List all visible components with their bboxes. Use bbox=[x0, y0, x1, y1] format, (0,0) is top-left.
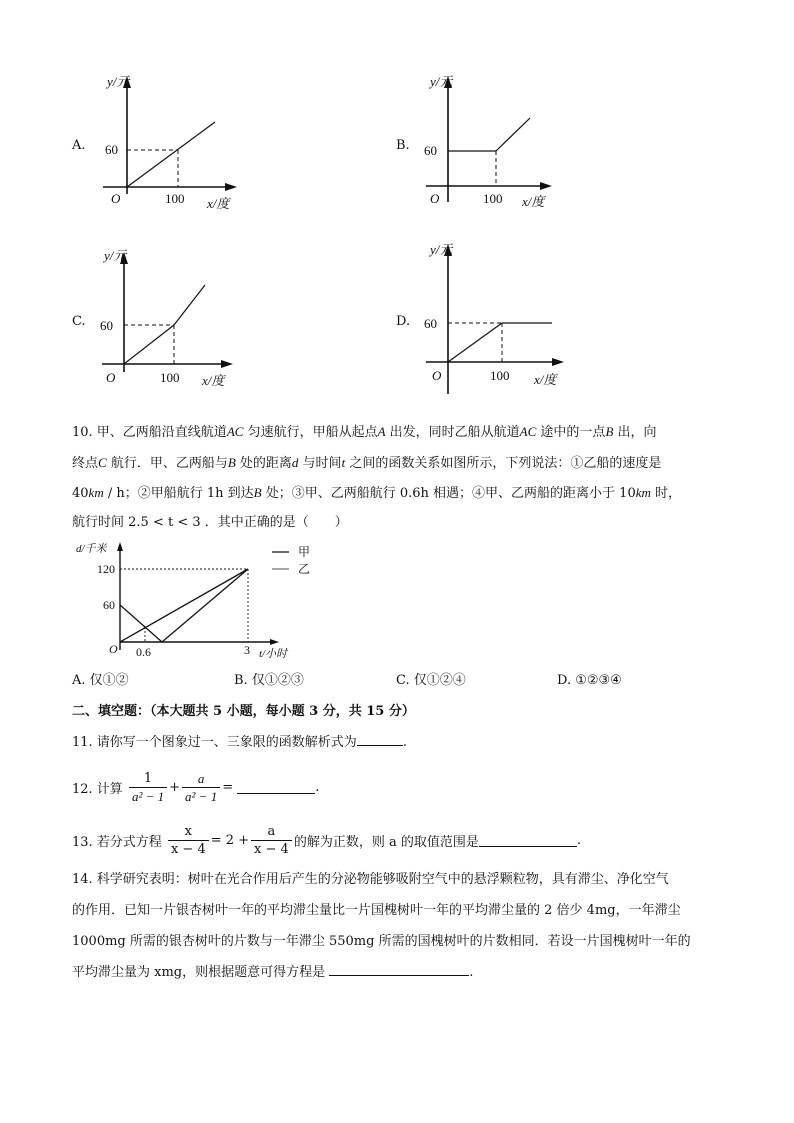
q10-option-b: B. 仅①②③ bbox=[234, 673, 304, 688]
q10-y-tick-60: 60 bbox=[103, 598, 115, 612]
option-b-label: B. bbox=[396, 138, 410, 153]
q11: 11. 请你写一个图象过一、三象限的函数解析式为 . bbox=[72, 735, 407, 750]
graph-d-origin: O bbox=[432, 368, 442, 383]
q10-option-c: C. 仅①②④ bbox=[396, 673, 466, 688]
q10-line-1: 10. 甲、乙两船沿直线航道AC 匀速航行，甲船从起点A 出发，同时乙船从航道AC 途中的一点B 出，向 bbox=[72, 424, 657, 440]
graph-a-y-label: y/元 bbox=[107, 74, 130, 89]
q10-x-tick-06: 0.6 bbox=[136, 645, 151, 659]
q13-fraction-2: $\frac{a}{x - 4}$ bbox=[251, 823, 292, 858]
option-d-label: D. bbox=[396, 314, 411, 329]
q14-line-1: 14. 科学研究表明：树叶在光合作用后产生的分泌物能够吸附空气中的悬浮颗粒物，具有滞尘、净化空气 bbox=[72, 872, 669, 887]
graph-c-y-label: y/元 bbox=[104, 248, 127, 263]
q13-answer-blank bbox=[479, 834, 577, 847]
option-c-label: C. bbox=[72, 314, 86, 329]
q10-origin: O bbox=[109, 642, 118, 656]
graph-b-y-tick: 60 bbox=[424, 143, 437, 158]
graph-c-x-label: x/度 bbox=[202, 373, 225, 388]
graph-d-x-label: x/度 bbox=[534, 372, 557, 387]
graph-a bbox=[95, 72, 245, 212]
graph-c-y-tick: 60 bbox=[100, 318, 113, 333]
q13: 13. 若分式方程 $\frac{x}{x - 4}$ = 2 + $\frac{a}{x - 4}$ 的解为正数，则 a 的取值范围是 . bbox=[72, 824, 581, 857]
graph-a-x-tick: 100 bbox=[165, 191, 185, 206]
graph-b bbox=[416, 72, 566, 212]
graph-c bbox=[92, 244, 252, 389]
q14-line-2: 的作用．已知一片银杏树叶一年的平均滞尘量比一片国槐树叶一年的平均滞尘量的 2 倍少 4mg，一年滞尘 bbox=[72, 903, 681, 918]
q10-y-label: d/千米 bbox=[76, 543, 107, 555]
q10-line-4: 航行时间 2.5 < t < 3 ．其中正确的是（ ） bbox=[72, 515, 348, 530]
graph-d-y-label: y/元 bbox=[430, 242, 453, 257]
q11-answer-blank bbox=[357, 733, 403, 746]
q10-line-2: 终点C 航行．甲、乙两船与B 处的距离d 与时间t 之间的函数关系如图所示，下列说法：①乙船的速度是 bbox=[72, 455, 662, 471]
q10-line-3: 40km / h；②甲船航行 1h 到达B 处；③甲、乙两船航行 0.6h 相遇；④甲、乙两船的距离小于 10km 时， bbox=[72, 485, 682, 501]
graph-b-y-label: y/元 bbox=[430, 74, 453, 89]
q10-graph bbox=[72, 540, 332, 665]
q14-line-3: 1000mg 所需的银杏树叶的片数与一年滞尘 550mg 所需的国槐树叶的片数相同．若设一片国槐树叶一年的 bbox=[72, 934, 691, 949]
q14-answer-blank bbox=[329, 963, 469, 976]
graph-b-x-label: x/度 bbox=[522, 194, 545, 209]
q10-y-tick-120: 120 bbox=[97, 562, 115, 576]
q12-answer-blank bbox=[237, 781, 315, 794]
graph-d bbox=[416, 238, 581, 393]
graph-a-x-label: x/度 bbox=[207, 196, 230, 211]
graph-a-origin: O bbox=[111, 191, 121, 206]
q10-legend-yi: 乙 bbox=[298, 562, 311, 576]
q10-legend-jia: 甲 bbox=[298, 545, 311, 559]
q14-line-4: 平均滞尘量为 xmg，则根据题意可得方程是 . bbox=[72, 965, 474, 980]
graph-c-origin: O bbox=[106, 370, 116, 385]
q13-fraction-1: $\frac{x}{x - 4}$ bbox=[168, 823, 209, 858]
graph-c-x-tick: 100 bbox=[160, 370, 180, 385]
q10-x-label: t/小时 bbox=[259, 648, 288, 660]
graph-d-x-tick: 100 bbox=[490, 368, 510, 383]
q10-option-a: A. 仅①② bbox=[72, 673, 129, 688]
q12: 12. 计算 $\frac{1}{\text{a² − 1}}$ + $\frac{a}{\text{a² − 1}}$ = . bbox=[72, 771, 320, 804]
graph-b-origin: O bbox=[430, 191, 440, 206]
q12-fraction-1: $\frac{1}{\text{a² − 1}}$ bbox=[129, 770, 167, 805]
graph-d-y-tick: 60 bbox=[424, 316, 437, 331]
section-2-title: 二、填空题：（本大题共 5 小题，每小题 3 分，共 15 分） bbox=[72, 704, 415, 719]
graph-a-y-tick: 60 bbox=[105, 142, 118, 157]
q12-fraction-2: $\frac{a}{\text{a² − 1}}$ bbox=[182, 770, 220, 805]
option-a-label: A. bbox=[72, 138, 86, 153]
graph-b-x-tick: 100 bbox=[483, 191, 503, 206]
q10-x-tick-3: 3 bbox=[244, 643, 250, 657]
q10-option-d: D. ①②③④ bbox=[557, 673, 622, 688]
